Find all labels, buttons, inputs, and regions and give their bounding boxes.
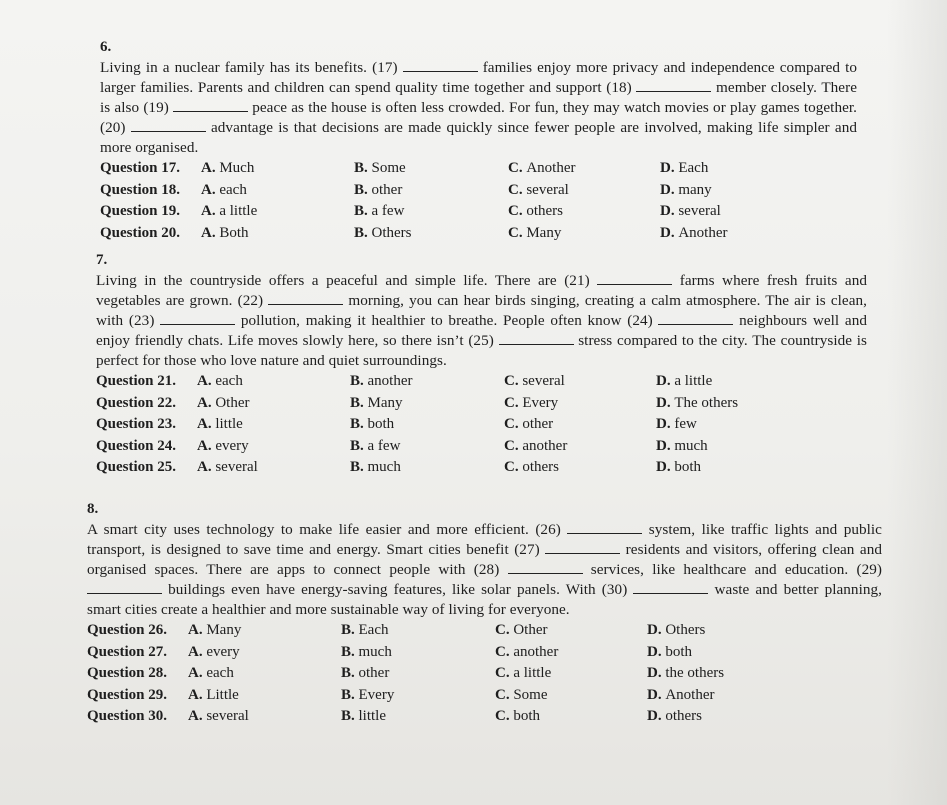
- question-row: [87, 685, 882, 707]
- question-row: [87, 620, 882, 642]
- question-row: [87, 706, 882, 728]
- blank-number: (28): [473, 561, 508, 578]
- answer-option-c[interactable]: C. another: [495, 643, 559, 660]
- blank-number: (29): [856, 561, 882, 578]
- answer-option-a[interactable]: A. Many: [188, 622, 242, 638]
- answer-option-c[interactable]: C. several: [508, 181, 569, 198]
- question-row: [100, 158, 857, 180]
- answer-option-b[interactable]: B. Each: [341, 622, 389, 638]
- answer-option-b[interactable]: B. Others: [354, 224, 412, 241]
- answer-option-a[interactable]: A. little: [197, 416, 243, 432]
- answer-option-b[interactable]: B. Some: [354, 160, 406, 176]
- exercise-7: [96, 251, 867, 479]
- answer-option-d[interactable]: D. both: [656, 459, 702, 475]
- answer-option-a[interactable]: A. Other: [197, 394, 250, 411]
- answer-option-a[interactable]: A. Both: [201, 224, 249, 241]
- answer-option-c[interactable]: C. Some: [495, 686, 548, 703]
- question-label: Question 19.: [100, 203, 181, 219]
- answer-option-b[interactable]: B. both: [350, 416, 395, 432]
- exercise-number: 7.: [96, 252, 108, 268]
- question-label: Question 20.: [100, 224, 181, 241]
- answer-option-d[interactable]: D. Another: [647, 686, 715, 703]
- question-label: Question 29.: [87, 686, 168, 703]
- answer-option-b[interactable]: B. other: [341, 665, 390, 681]
- question-row: [96, 457, 867, 479]
- answer-option-a[interactable]: A. Little: [188, 686, 239, 703]
- question-label: Question 17.: [100, 160, 181, 176]
- question-label: Question 24.: [96, 437, 177, 454]
- question-row: [100, 201, 857, 223]
- exercise-passage: Living in the countryside offers a peaceful and simple life. There are (21) farms where fresh fruits and vegetables are grown. (22) morning, you can hear birds singing, creating a calm atmosphere. The air is clean, with (23) pollution, making it healthier to breathe. People often know (24) neighbours well and enjoy friendly chats. Life moves slowly here, so there isn’t (25) stress compared to the city. The countryside is perfect for those who love nature and quiet surroundings.: [96, 272, 867, 369]
- answer-blank[interactable]: [508, 561, 583, 574]
- answer-option-c[interactable]: C. other: [504, 416, 554, 432]
- answer-blank[interactable]: [636, 79, 711, 92]
- blank-number: (26): [535, 521, 568, 538]
- answer-blank[interactable]: [633, 581, 708, 594]
- answer-option-a[interactable]: A. every: [188, 643, 240, 660]
- answer-option-a[interactable]: A. each: [188, 665, 234, 681]
- answer-option-c[interactable]: C. several: [504, 373, 565, 389]
- answer-blank[interactable]: [567, 521, 642, 534]
- answer-option-d[interactable]: D. several: [660, 203, 721, 219]
- blank-number: (25): [468, 332, 499, 349]
- question-row: [100, 223, 857, 245]
- question-label: Question 25.: [96, 459, 177, 475]
- exercise-8: [87, 500, 882, 728]
- answer-option-a[interactable]: A. several: [188, 708, 249, 724]
- question-row: [96, 371, 867, 393]
- answer-blank[interactable]: [173, 99, 248, 112]
- question-label: Question 26.: [87, 622, 168, 638]
- answer-option-d[interactable]: D. Another: [660, 224, 728, 241]
- blank-number: (27): [514, 541, 546, 558]
- answer-option-d[interactable]: D. a little: [656, 373, 713, 389]
- blank-number: (17): [372, 59, 403, 76]
- answer-option-d[interactable]: D. the others: [647, 665, 725, 681]
- answer-option-c[interactable]: C. others: [504, 459, 560, 475]
- answer-option-b[interactable]: B. Many: [350, 394, 403, 411]
- answer-option-a[interactable]: A. Much: [201, 160, 255, 176]
- answer-blank[interactable]: [131, 119, 206, 132]
- blank-number: (23): [128, 312, 161, 329]
- exercise-passage: Living in a nuclear family has its benefits. (17) families enjoy more privacy and independence compared to larger families. Parents and children can spend quality time together and support (18) member closely. There is also (19) peace as the house is often less crowded. For fun, they may watch movies or play games together. (20) advantage is that decisions are made quickly since fewer people are involved, making life simpler and more organised.: [100, 59, 857, 156]
- question-label: Question 30.: [87, 708, 168, 724]
- answer-option-d[interactable]: D. The others: [656, 394, 739, 411]
- answer-blank[interactable]: [658, 312, 733, 325]
- answer-option-d[interactable]: D. Each: [660, 160, 709, 176]
- answer-blank[interactable]: [160, 312, 235, 325]
- answer-option-b[interactable]: B. Every: [341, 686, 395, 703]
- blank-number: (20): [100, 119, 131, 136]
- answer-option-a[interactable]: A. each: [197, 373, 243, 389]
- question-row: [96, 393, 867, 415]
- question-list: [87, 620, 882, 728]
- answer-option-b[interactable]: B. much: [350, 459, 401, 475]
- answer-option-c[interactable]: C. others: [508, 203, 564, 219]
- answer-option-d[interactable]: D. both: [647, 643, 693, 660]
- answer-option-c[interactable]: C. a little: [495, 665, 552, 681]
- answer-option-c[interactable]: C. another: [504, 437, 568, 454]
- answer-option-d[interactable]: D. Others: [647, 622, 706, 638]
- question-label: Question 27.: [87, 643, 168, 660]
- exercise-6: [100, 38, 857, 244]
- exercise-passage: A smart city uses technology to make life easier and more efficient. (26) system, like traffic lights and public transport, is designed to save time and energy. Smart cities benefit (27) residents and visitors, offering clean and organised spaces. There are apps to connect people with (28) services, like healthcare and education. (29) buildings even have energy-saving features, like solar panels. With (30) waste and better planning, smart cities create a healthier and more sustainable way of living for everyone.: [87, 521, 882, 618]
- blank-number: (22): [237, 292, 269, 309]
- answer-option-c[interactable]: C. Many: [508, 224, 562, 241]
- answer-option-b[interactable]: B. other: [354, 181, 403, 198]
- answer-option-c[interactable]: C. both: [495, 708, 541, 724]
- answer-option-b[interactable]: B. another: [350, 373, 413, 389]
- question-row: [96, 436, 867, 458]
- answer-option-c[interactable]: C. Another: [508, 160, 576, 176]
- answer-blank[interactable]: [87, 581, 162, 594]
- question-row: [87, 663, 882, 685]
- answer-option-d[interactable]: D. much: [656, 437, 708, 454]
- exercise-number: 6.: [100, 39, 112, 55]
- question-row: [96, 414, 867, 436]
- answer-option-d[interactable]: D. few: [656, 416, 697, 432]
- question-list: [100, 158, 857, 244]
- answer-blank[interactable]: [268, 292, 343, 305]
- blank-number: (19): [143, 99, 174, 116]
- answer-option-a[interactable]: A. every: [197, 437, 249, 454]
- question-label: Question 18.: [100, 181, 181, 198]
- question-label: Question 28.: [87, 665, 168, 681]
- question-list: [96, 371, 867, 479]
- answer-option-d[interactable]: D. many: [660, 181, 712, 198]
- exercise-number: 8.: [87, 501, 99, 517]
- answer-option-b[interactable]: B. a few: [354, 203, 405, 219]
- answer-option-a[interactable]: A. several: [197, 459, 258, 475]
- answer-option-a[interactable]: A. each: [201, 181, 247, 198]
- question-row: [100, 180, 857, 202]
- question-row: [87, 642, 882, 664]
- blank-number: (30): [601, 581, 634, 598]
- blank-number: (21): [564, 272, 598, 289]
- question-label: Question 23.: [96, 416, 177, 432]
- question-label: Question 21.: [96, 373, 177, 389]
- answer-option-c[interactable]: C. Every: [504, 394, 559, 411]
- answer-option-b[interactable]: B. little: [341, 708, 387, 724]
- question-label: Question 22.: [96, 394, 177, 411]
- answer-blank[interactable]: [499, 332, 574, 345]
- blank-number: (18): [606, 79, 637, 96]
- answer-blank[interactable]: [403, 59, 478, 72]
- answer-option-b[interactable]: B. much: [341, 643, 392, 660]
- answer-option-b[interactable]: B. a few: [350, 437, 401, 454]
- answer-option-a[interactable]: A. a little: [201, 203, 258, 219]
- blank-number: (24): [627, 312, 659, 329]
- answer-option-d[interactable]: D. others: [647, 708, 703, 724]
- answer-blank[interactable]: [597, 272, 672, 285]
- answer-option-c[interactable]: C. Other: [495, 622, 548, 638]
- answer-blank[interactable]: [545, 541, 620, 554]
